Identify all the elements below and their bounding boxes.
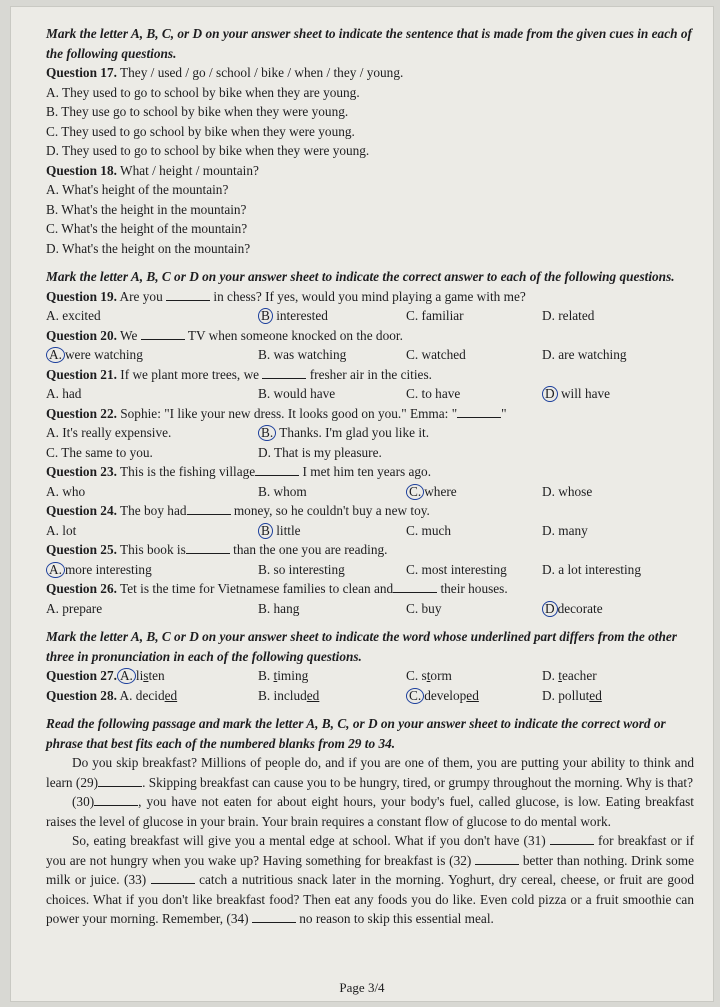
stem-part-1: The boy had (120, 503, 187, 518)
question-number: Question 20. (46, 327, 117, 343)
stem-part-2: I met him ten years ago. (302, 464, 432, 479)
word-part: includ (273, 687, 307, 703)
options-21 (46, 384, 694, 404)
option-c (406, 686, 542, 706)
section3-instruction: Mark the letter A, B, C or D on your answer sheet to indicate the word whose underlined part differs from the other three in pronunciation in each of the following questions. (46, 629, 677, 664)
passage-text: no reason to skip this essential meal. (299, 911, 494, 926)
option-a: A. had (46, 386, 82, 401)
answer-blank (187, 502, 231, 515)
question-number: Question 19. (46, 288, 117, 304)
passage-text: better than nothing. Drink some milk or juice. (33) (46, 852, 694, 887)
options-26 (46, 599, 694, 619)
underlined-part: t (273, 668, 278, 683)
circled-answer-mark: C. (406, 484, 424, 500)
answer-blank-31 (550, 832, 594, 845)
option-d (542, 599, 692, 619)
circled-answer-mark: A. (46, 347, 65, 363)
exam-page (10, 6, 714, 1002)
question-stem: What / height / mountain? (120, 162, 259, 178)
option-text: interested (276, 308, 328, 323)
question-22 (46, 404, 694, 424)
option-a: A. prepare (46, 600, 103, 616)
option-text: Thanks. I'm glad you like it. (279, 425, 430, 440)
option-a (46, 345, 258, 365)
passage-paragraph-1 (46, 753, 694, 792)
question-number: Question 18. (46, 162, 117, 178)
option-c: C. familiar (406, 308, 464, 323)
question-26 (46, 579, 694, 599)
word-part: iming (277, 668, 309, 683)
option-text: decorate (557, 600, 603, 616)
option-c: C. watched (406, 347, 466, 362)
option-b (258, 423, 694, 443)
option-letter: B. (258, 687, 271, 703)
stem-part-1: This is the fishing village (120, 464, 256, 479)
question-number: Question 22. (46, 405, 117, 421)
option-c: C. They used to go school by bike when they were young. (46, 123, 355, 139)
answer-blank (262, 366, 306, 379)
circled-answer-mark: B. (258, 425, 276, 441)
passage-paragraph-3 (46, 831, 694, 929)
option-c (406, 666, 542, 686)
option-b (258, 686, 406, 706)
question-number: Question 28. (46, 687, 117, 703)
option-letter: C. (406, 668, 419, 683)
option-a: A. They used to go to school by bike when they are young. (46, 84, 360, 100)
option-text: will have (560, 386, 611, 401)
word-part: eacher (561, 668, 597, 683)
option-d: D. many (542, 522, 588, 538)
option-b: B. whom (258, 483, 307, 499)
options-20 (46, 345, 694, 365)
circled-answer-mark: B (258, 523, 273, 539)
reading-passage (46, 753, 694, 929)
options-23 (46, 482, 694, 502)
passage-text: . Skipping breakfast can cause you to be hungry, tired, or grumpy throughout the morning. Why is that? (142, 774, 694, 790)
option-c: C. What's the height of the mountain? (46, 221, 248, 236)
option-d: D. What's the height on the mountain? (46, 240, 251, 256)
circled-answer-mark: A. (117, 668, 136, 684)
answer-blank-29 (98, 774, 142, 787)
option-c: C. most interesting (406, 561, 507, 577)
option-b (258, 521, 406, 541)
passage-text: (30) (72, 794, 95, 809)
option-a (46, 686, 258, 706)
underlined-part: ed (466, 687, 479, 703)
answer-blank-34 (252, 910, 296, 923)
question-17 (46, 63, 694, 161)
options-25 (46, 560, 694, 580)
stem-part-1: Sophie: "I like your new dress. It looks good on you." Emma: " (120, 405, 458, 421)
answer-blank (141, 327, 185, 340)
question-number: Question 26. (46, 581, 117, 596)
option-letter: D. (542, 687, 555, 703)
stem-part-1: This book is (120, 542, 186, 557)
word-part: develop (424, 687, 467, 703)
underlined-part: s (143, 668, 149, 683)
options-22-row1 (46, 423, 694, 443)
question-number: Question 21. (46, 366, 117, 382)
stem-part-1: Tet is the time for Vietnamese families to clean and (120, 581, 394, 596)
option-letter: D. (542, 668, 555, 683)
question-28 (46, 686, 694, 706)
question-27 (46, 666, 694, 686)
answer-blank (457, 405, 501, 418)
word-part: pollut (558, 687, 590, 703)
answer-blank (393, 580, 437, 593)
answer-blank-32 (475, 852, 519, 865)
option-a (46, 560, 258, 580)
option-letter: A. (119, 687, 133, 703)
circled-answer-mark: D (542, 386, 558, 402)
question-23 (46, 462, 694, 482)
passage-text: Do you skip breakfast? Millions of people do, and if you are one of them, you are putting your ability to think and learn (29) (46, 755, 694, 790)
question-number: Question 25. (46, 542, 117, 557)
option-c: C. much (406, 522, 452, 538)
passage-text: So, eating breakfast will give you a mental edge at school. What if you don't have (31) (72, 833, 546, 848)
question-21 (46, 365, 694, 385)
option-c (406, 482, 542, 502)
option-a: A. It's really expensive. (46, 425, 172, 440)
underlined-part: t (426, 668, 431, 683)
circled-answer-mark: A. (46, 562, 65, 578)
section4-instruction: Read the following passage and mark the letter A, B, C, or D on your answer sheet to indicate the correct word or phrase that best fits each of the numbered blanks from 29 to 34. (46, 716, 666, 751)
question-25 (46, 540, 694, 560)
option-b: B. so interesting (258, 561, 345, 577)
stem-part-2: in chess? If yes, would you mind playing a game with me? (213, 288, 526, 304)
option-d: D. They used to go to school by bike when they were young. (46, 143, 370, 158)
option-letter: B. (258, 668, 271, 683)
option-b: B. They use go to school by bike when they were young. (46, 104, 349, 119)
underlined-part: ed (306, 687, 320, 703)
stem-part-2: " (501, 405, 507, 421)
stem-part-1: Are you (119, 288, 163, 304)
option-d: D. a lot interesting (542, 561, 641, 577)
stem-part-1: If we plant more trees, we (120, 366, 260, 382)
word-part: s (421, 668, 427, 683)
question-18 (46, 161, 694, 259)
option-b: B. would have (258, 386, 336, 401)
word-part: orm (430, 668, 452, 683)
option-d: D. That is my pleasure. (258, 444, 382, 460)
options-22-row2 (46, 443, 694, 463)
stem-part-2: fresher air in the cities. (309, 366, 432, 382)
passage-text: for breakfast or if you are not hungry when you wake up? Having something for breakfast is (32) (46, 833, 695, 868)
option-a: A. What's height of the mountain? (46, 182, 229, 197)
answer-blank (255, 463, 299, 476)
option-b (258, 666, 406, 686)
option-d: D. related (542, 308, 595, 323)
option-c: C. buy (406, 600, 442, 616)
question-number: Question 24. (46, 503, 117, 518)
question-number: Question 23. (46, 464, 117, 479)
option-d (542, 666, 692, 686)
options-24 (46, 521, 694, 541)
underlined-part: ed (164, 687, 178, 703)
section2-instruction: Mark the letter A, B, C or D on your answer sheet to indicate the correct answer to each of the following questions. (46, 269, 675, 284)
option-c: C. The same to you. (46, 444, 153, 460)
word-part: li (135, 668, 144, 683)
option-b: B. hang (258, 600, 300, 616)
answer-blank (166, 288, 210, 301)
stem-part-1: We (120, 327, 138, 343)
option-d (542, 384, 692, 404)
page-content (46, 24, 694, 929)
question-20 (46, 326, 694, 346)
passage-text: catch a nutritious snack later in the morning. Yoghurt, dry cereal, cheese, or fruit are good choices. What if you don't like breakfast food? Then eat any foods you do like. Even cold pizza or a fruit smoothie can power your morning. Remember, (34) (46, 872, 694, 926)
question-24 (46, 501, 694, 521)
option-b: B. What's the height in the mountain? (46, 201, 247, 217)
circled-answer-mark: B (258, 308, 273, 324)
option-text: little (276, 522, 301, 538)
option-b: B. was watching (258, 347, 347, 362)
stem-part-2: TV when someone knocked on the door. (187, 327, 403, 343)
option-a: A. excited (46, 308, 101, 323)
option-text: more interesting (64, 561, 152, 577)
question-number: Question 17. (46, 65, 117, 80)
option-c: C. to have (406, 386, 461, 401)
section1-instruction: Mark the letter A, B, C, or D on your answer sheet to indicate the sentence that is made from the given cues in each of the following questions. (46, 26, 692, 61)
word-part: ten (148, 668, 165, 683)
stem-part-2: money, so he couldn't buy a new toy. (233, 503, 430, 518)
answer-blank (186, 541, 230, 554)
underlined-part: t (558, 668, 562, 683)
question-stem: They / used / go / school / bike / when / they / young. (120, 65, 404, 80)
word-part: decid (135, 687, 165, 703)
option-d (542, 686, 692, 706)
option-a: A. who (46, 483, 86, 499)
option-text: were watching (64, 347, 143, 362)
question-number: Question 27. (46, 668, 117, 683)
page-number: Page 3/4 (339, 980, 385, 995)
passage-text: , you have not eaten for about eight hours, your body's fuel, called glucose, is low. Eating breakfast raises the level of glucose in your brain. Your brain requires a constant flow of glucose to do mental work. (46, 794, 694, 829)
option-a: A. lot (46, 522, 77, 538)
passage-paragraph-2 (46, 792, 694, 831)
option-d: D. are watching (542, 347, 627, 362)
answer-blank-33 (151, 871, 195, 884)
circled-answer-mark: D (542, 601, 558, 617)
option-text: where (424, 483, 457, 499)
option-d: D. whose (542, 483, 593, 499)
stem-part-2: than the one you are reading. (233, 542, 388, 557)
circled-answer-mark: C. (406, 688, 424, 704)
underlined-part: ed (589, 687, 602, 703)
option-b (258, 306, 406, 326)
question-19 (46, 287, 694, 307)
answer-blank-30 (94, 793, 138, 806)
stem-part-2: their houses. (440, 581, 508, 596)
option-a (46, 666, 258, 686)
options-19 (46, 306, 694, 326)
